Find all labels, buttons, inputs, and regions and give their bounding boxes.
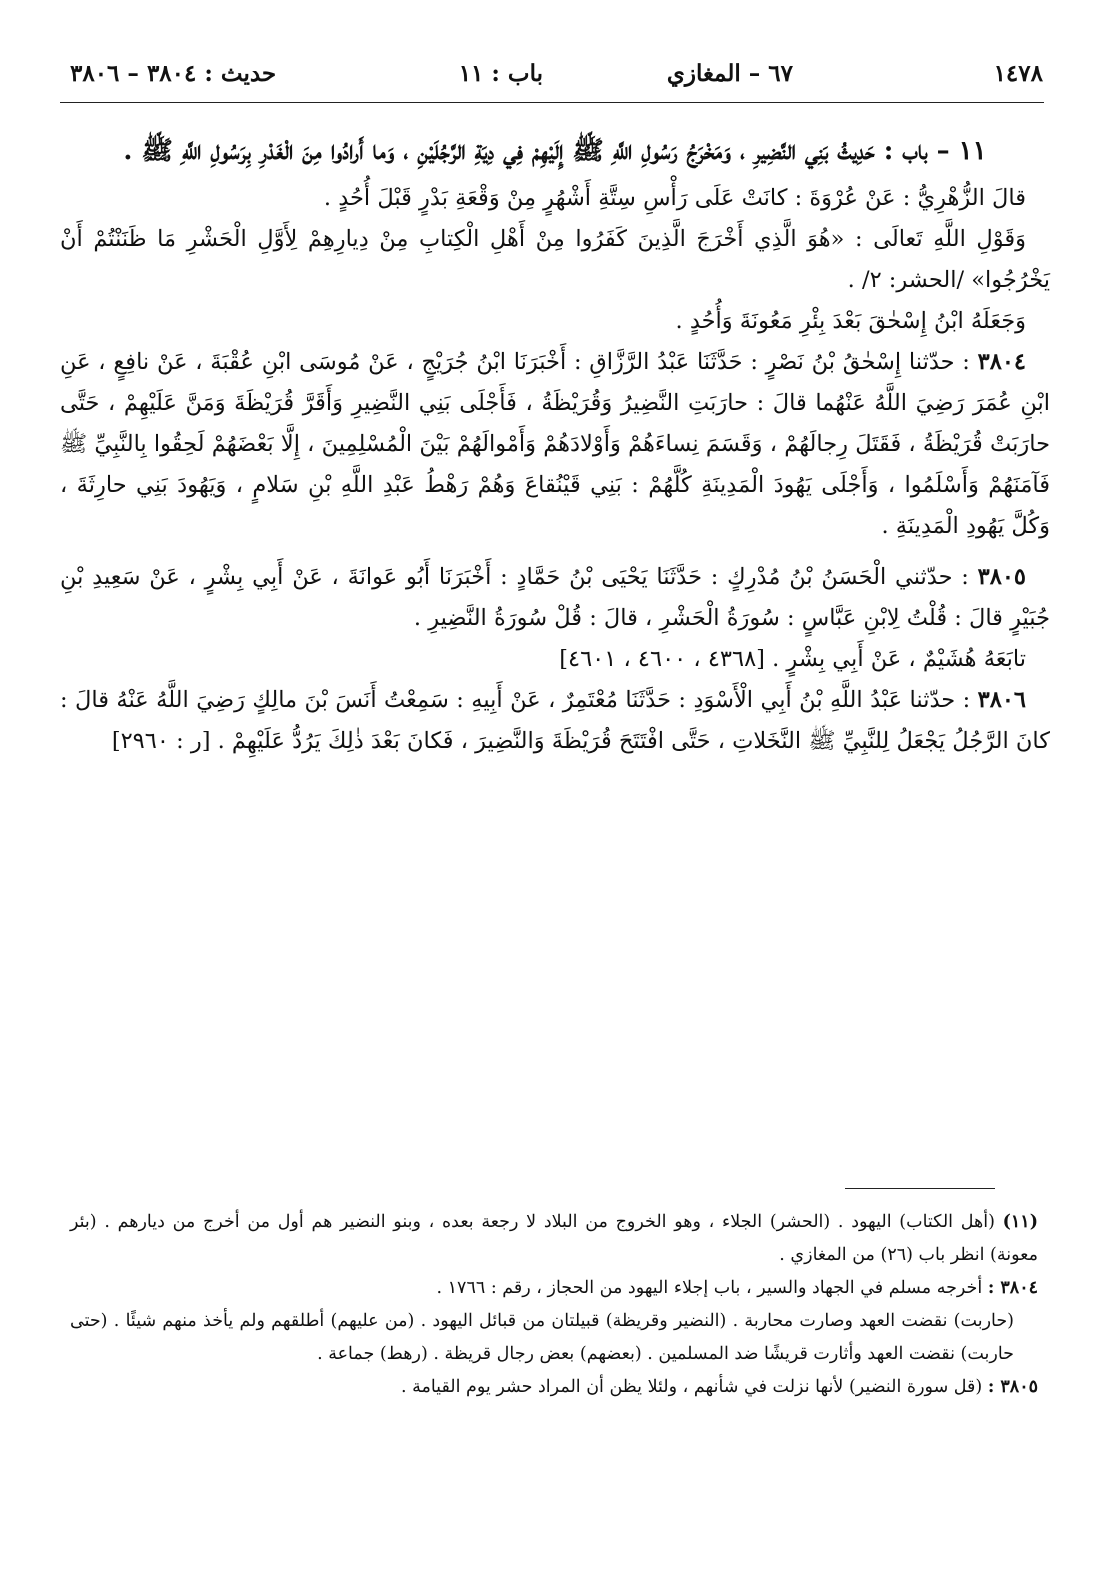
hadith-3804 xyxy=(60,342,1050,547)
hadith-text: : حدّثنا إِسْحٰقُ بْنُ نَصْرٍ : حَدَّثَنَا عَبْدُ الرَّزَّاقِ : أَخْبَرَنَا ابْنُ جُرَيْجٍ ، عَنْ مُوسَى ابْنِ عُقْبَةَ ، عَنْ نافِعٍ ، عَنِ ابْنِ عُمَرَ رَضِيَ اللَّهُ عَنْهُما قالَ : حارَبَتِ النَّضِيرُ وَقُرَيْظَةُ ، فَأَجْلَى بَنِي النَّضِيرِ وَأَقَرَّ قُرَيْظَةَ وَمَنَّ عَلَيْهِمْ ، حَتَّى حارَبَتْ قُرَيْظَةُ ، فَقَتَلَ رِجالَهُمْ ، وَقَسَمَ نِساءَهُمْ وَأَوْلادَهُمْ وَأَمْوالَهُمْ بَيْنَ الْمُسْلِمِينَ ، إِلَّا بَعْضَهُمْ لَحِقُوا بِالنَّبِيِّ ﷺ فَآمَنَهُمْ وَأَسْلَمُوا ، وَأَجْلَى يَهُودَ الْمَدِينَةِ كُلَّهُمْ : بَنِي قَيْنُقاعَ وَهُمْ رَهْطُ عَبْدِ اللَّهِ بْنِ سَلامٍ ، وَيَهُودَ بَنِي حارِثَةَ ، وَكُلَّ يَهُودِ الْمَدِينَةِ . xyxy=(60,349,1050,539)
running-header xyxy=(70,52,1043,98)
footnote-text: (قل سورة النضير) لأنها نزلت في شأنهم ، ولئلا يظن أن المراد حشر يوم القيامة . xyxy=(400,1377,983,1397)
footnote-text: (حاربت) نقضت العهد وصارت محاربة . (النضير وقريظة) قبيلتان من قبائل اليهود . (من عليهم) أطلقهم ولم يأخذ منهم شيئًا . (حتى حاربت) نقضت العهد وأثارت قريشًا ضد المسلمين . (بعضهم) بعض رجال قريظة . (رهط) جماعة . xyxy=(70,1311,1014,1364)
footnote-label: ٣٨٠٤ : xyxy=(987,1278,1038,1298)
main-text xyxy=(60,130,1050,762)
chapter-title: ١١ – باب : حَدِيثُ بَنِي النَّضِيرِ ، وَمَخْرَجُ رَسُولِ اللَّهِ ﷺ إِلَيْهِمْ فِي دِيَةِ الرَّجُلَيْنِ ، وَما أَرادُوا مِنَ الْغَدْرِ بِرَسُولِ اللَّهِ ﷺ . xyxy=(123,136,987,166)
book-title: ٦٧ – المغازي xyxy=(666,60,793,87)
footnote-label: (١١) xyxy=(1002,1212,1038,1232)
intro-paragraph: وَجَعَلَهُ ابْنُ إِسْحٰقَ بَعْدَ بِئْرِ مَعُونَةَ وَأُحُدٍ . xyxy=(675,308,1026,334)
footnote xyxy=(70,1371,1038,1404)
hadith-follow: تابَعَهُ هُشَيْمٌ ، عَنْ أَبِي بِشْرٍ . [٤٣٦٨ ، ٤٦٠٠ ، ٤٦٠١] xyxy=(559,646,1026,672)
footnote xyxy=(70,1305,1038,1371)
footnote-text: (أهل الكتاب) اليهود . (الحشر) الجلاء ، وهو الخروج من البلاد لا رجعة بعده ، وبنو النضير هم أول من أخرج من ديارهم . (بئر معونة) انظر باب (٢٦) من المغازي . xyxy=(70,1212,1038,1265)
intro-paragraph: قالَ الزُّهْرِيُّ : عَنْ عُرْوَةَ : كانَتْ عَلَى رَأْسِ سِتَّةِ أَشْهُرٍ مِنْ وَقْعَةِ بَدْرٍ قَبْلَ أُحُدٍ . xyxy=(323,185,1026,211)
hadith-range: حديث : ٣٨٠٤ – ٣٨٠٦ xyxy=(70,60,277,87)
footnote-text: أخرجه مسلم في الجهاد والسير ، باب إجلاء اليهود من الحجاز ، رقم : ١٧٦٦ . xyxy=(436,1278,983,1298)
hadith-3806 xyxy=(60,680,1050,762)
footnote xyxy=(70,1272,1038,1305)
page-number: ١٤٧٨ xyxy=(993,60,1043,87)
hadith-number: ٣٨٠٦ xyxy=(977,687,1026,713)
intro-paragraph: وَقَوْلِ اللَّهِ تَعالَى : «هُوَ الَّذِي أَخْرَجَ الَّذِينَ كَفَرُوا مِنْ أَهْلِ الْكِتابِ مِنْ دِيارِهِمْ لِأَوَّلِ الْحَشْرِ مَا ظَنَنْتُمْ أَنْ يَخْرُجُوا» /الحشر: ٢/ . xyxy=(60,226,1050,293)
hadith-number: ٣٨٠٤ xyxy=(977,349,1026,375)
hadith-text: : حدّثنا عَبْدُ اللَّهِ بْنُ أَبِي الْأَسْوَدِ : حَدَّثَنَا مُعْتَمِرٌ ، عَنْ أَبِيهِ : سَمِعْتُ أَنَسَ بْنَ مالِكٍ رَضِيَ اللَّهُ عَنْهُ قالَ : كانَ الرَّجُلُ يَجْعَلُ لِلنَّبِيِّ ﷺ النَّخَلاتِ ، حَتَّى افْتَتَحَ قُرَيْظَةَ وَالنَّضِيرَ ، فَكانَ بَعْدَ ذٰلِكَ يَرُدُّ عَلَيْهِمْ . [ر : ٢٩٦٠] xyxy=(60,687,1050,754)
hadith-number: ٣٨٠٥ xyxy=(977,564,1026,590)
hadith-3805 xyxy=(60,557,1050,639)
hadith-text: : حدّثني الْحَسَنُ بْنُ مُدْرِكٍ : حَدَّثَنَا يَحْيَى بْنُ حَمَّادٍ : أَخْبَرَنَا أَبُو عَوانَةَ ، عَنْ أَبِي بِشْرٍ ، عَنْ سَعِيدِ بْنِ جُبَيْرٍ قالَ : قُلْتُ لِابْنِ عَبَّاسٍ : سُورَةُ الْحَشْرِ ، قالَ : قُلْ سُورَةُ النَّضِيرِ . xyxy=(60,564,1050,631)
header-divider xyxy=(60,102,1044,103)
footnote-label: ٣٨٠٥ : xyxy=(987,1377,1038,1397)
chapter-number: باب : ١١ xyxy=(458,60,543,87)
footnotes xyxy=(70,1206,1038,1404)
footnote xyxy=(70,1206,1038,1272)
footnote-divider xyxy=(845,1188,995,1189)
